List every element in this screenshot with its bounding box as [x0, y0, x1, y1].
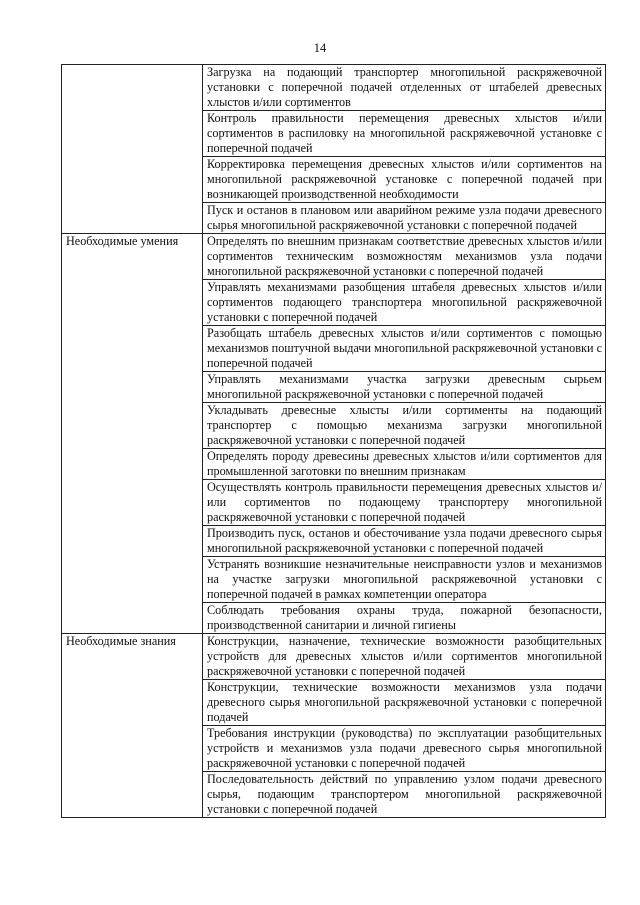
- table-cell: Управлять механизмами участка загрузки древесным сырьем многопильной раскряжевочной установки с поперечной подачей: [203, 372, 606, 403]
- page-number: 14: [313, 41, 327, 55]
- row-label-required-skills: Необходимые умения: [62, 234, 203, 634]
- table-cell: Устранять возникшие незначительные неисправности узлов и механизмов на участке загрузки многопильной раскряжевочной установки с поперечной подачей в рамках компетенции оператора: [203, 557, 606, 603]
- table-cell: Конструкции, технические возможности механизмов узла подачи древесного сырья многопильной раскряжевочной установки с поперечной подачей: [203, 680, 606, 726]
- table-cell: Конструкции, назначение, технические возможности разобщительных устройств для древесных хлыстов и/или сортиментов многопильной раскряжевочной установки с поперечной подачей: [203, 634, 606, 680]
- table-cell: Определять породу древесины древесных хлыстов и/или сортиментов для промышленной заготовки по внешним признакам: [203, 449, 606, 480]
- table-cell: Пуск и останов в плановом или аварийном режиме узла подачи древесного сырья многопильной раскряжевочной установки с поперечной подачей: [203, 203, 606, 234]
- table-cell: Управлять механизмами разобщения штабеля древесных хлыстов и/или сортиментов подающего транспортера многопильной раскряжевочной установки с поперечной подачей: [203, 280, 606, 326]
- row-label-required-knowledge: Необходимые знания: [62, 634, 203, 818]
- row-label-continued: [62, 65, 203, 234]
- table-cell: Укладывать древесные хлысты и/или сортименты на подающий транспортер с помощью механизма загрузки многопильной раскряжевочной установки с поперечной подачей: [203, 403, 606, 449]
- table-cell: Корректировка перемещения древесных хлыстов и/или сортиментов на многопильной раскряжевочной установке с поперечной подачей при возникающей производственной необходимости: [203, 157, 606, 203]
- table-cell: Контроль правильности перемещения древесных хлыстов и/или сортиментов в распиловку на многопильной раскряжевочной установке с поперечной подачей: [203, 111, 606, 157]
- table-row: [62, 234, 606, 280]
- table-cell: Осуществлять контроль правильности перемещения древесных хлыстов и/или сортиментов по подающему транспортеру многопильной раскряжевочной установки с поперечной подачей: [203, 480, 606, 526]
- table-row: [62, 65, 606, 111]
- table-row: [62, 634, 606, 680]
- table-cell: Разобщать штабель древесных хлыстов и/или сортиментов с помощью механизмов поштучной выдачи многопильной раскряжевочной установки с поперечной подачей: [203, 326, 606, 372]
- table-cell: Загрузка на подающий транспортер многопильной раскряжевочной установки с поперечной подачей отделенных от штабелей древесных хлыстов и/или сортиментов: [203, 65, 606, 111]
- table-cell: Определять по внешним признакам соответствие древесных хлыстов и/или сортиментов техническим возможностям механизмов узла подачи многопильной раскряжевочной установки с поперечной подачей: [203, 234, 606, 280]
- table-cell: Последовательность действий по управлению узлом подачи древесного сырья, подающим транспортером многопильной раскряжевочной установки с поперечной подачей: [203, 772, 606, 818]
- requirements-table: [61, 64, 606, 818]
- table-cell: Требования инструкции (руководства) по эксплуатации разобщительных устройств и механизмов узла подачи древесного сырья многопильной раскряжевочной установки с поперечной подачей: [203, 726, 606, 772]
- table-cell: Соблюдать требования охраны труда, пожарной безопасности, производственной санитарии и личной гигиены: [203, 603, 606, 634]
- table-cell: Производить пуск, останов и обесточивание узла подачи древесного сырья многопильной раскряжевочной установки с поперечной подачей: [203, 526, 606, 557]
